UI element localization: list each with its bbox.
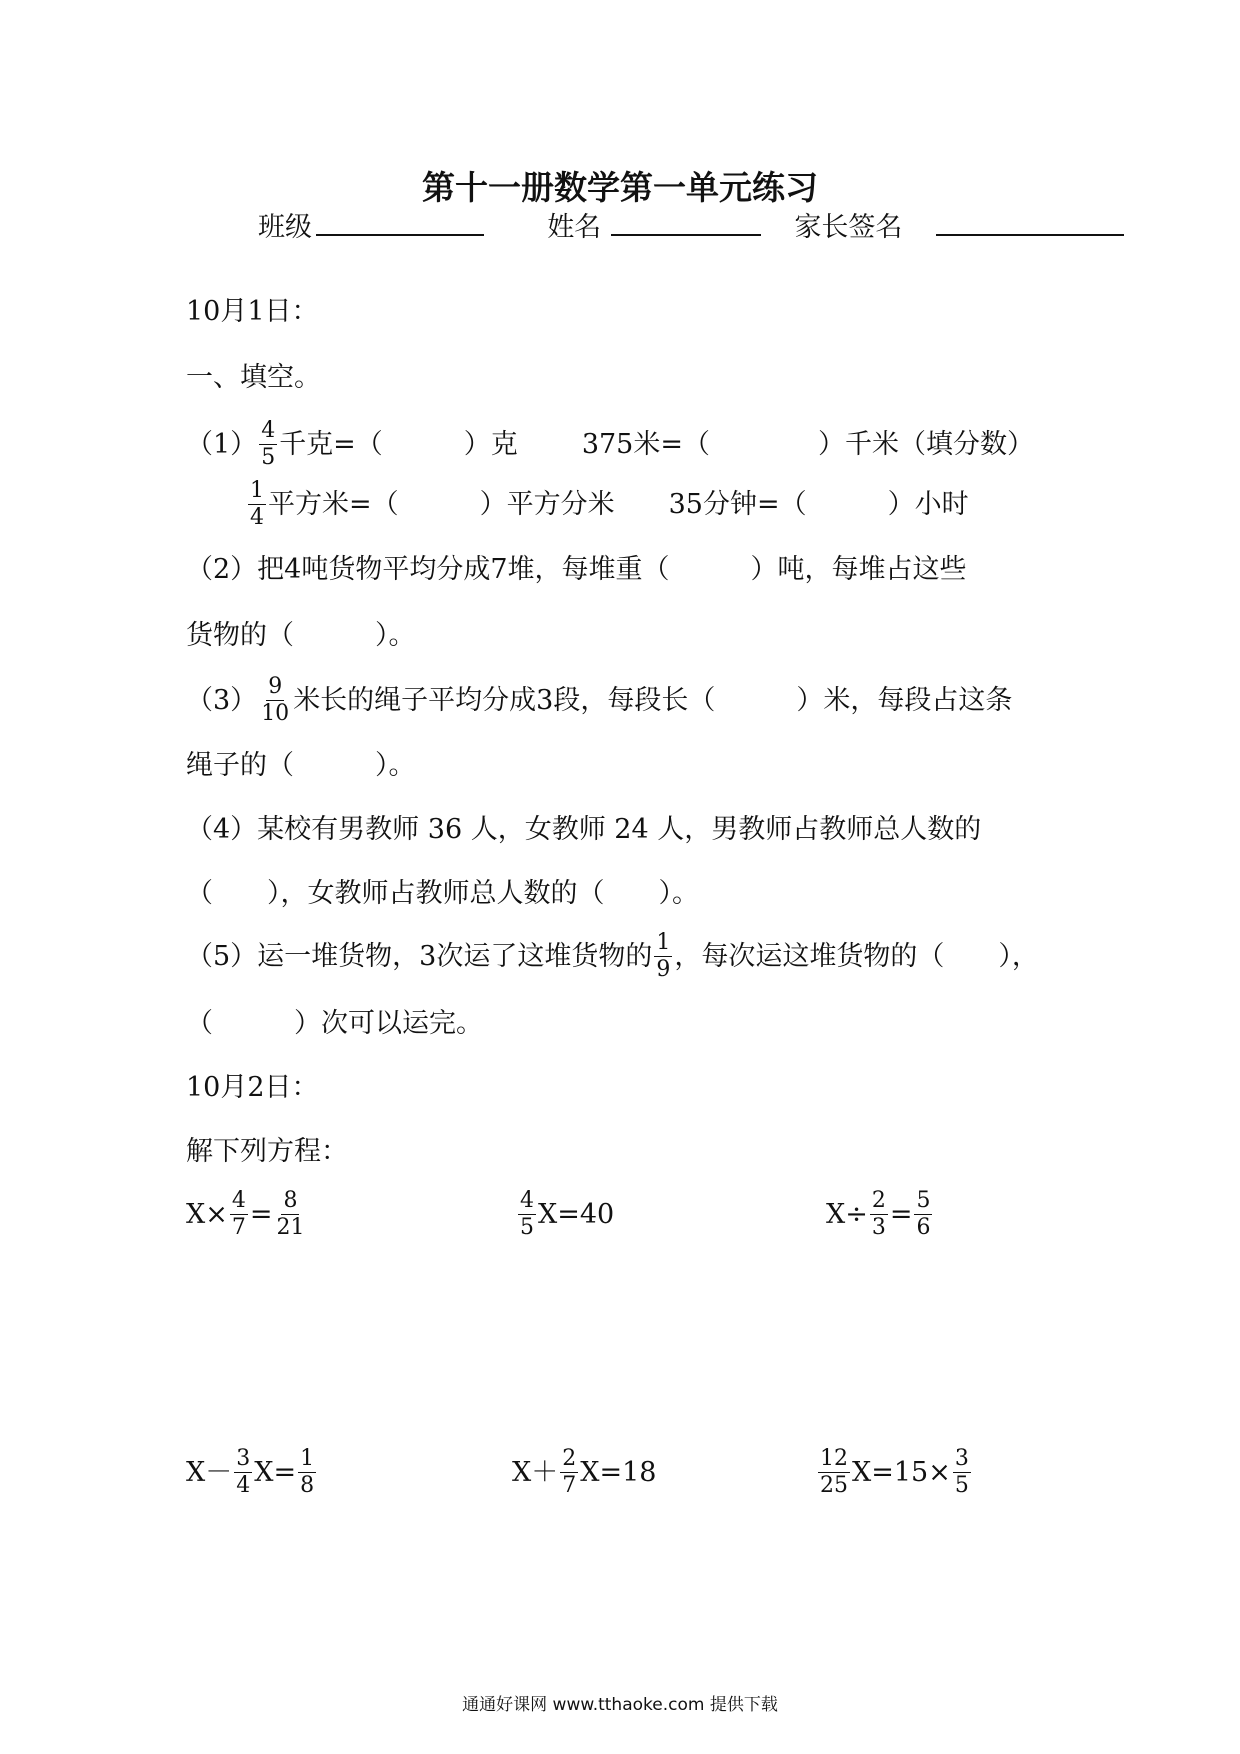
section-fill-blank: 一、填空。 — [186, 362, 321, 393]
parent-signature-blank[interactable] — [936, 210, 1124, 236]
fraction: $\frac{5}{6}$ — [916, 1188, 931, 1240]
fraction: $\frac{2}{7}$ — [562, 1446, 577, 1498]
question-3-line1: （3） $\frac{9}{10}$ 米长的绳子平均分成3段，每段长（ ）米，每段占这条 — [186, 674, 1013, 726]
name-blank[interactable] — [611, 210, 761, 236]
equation-6: $\frac{12}{25}$ X=15× $\frac{3}{5}$ — [820, 1446, 969, 1498]
question-5-line1: （5）运一堆货物，3次运了这堆货物的 $\frac{1}{9}$ ，每次运这堆货物的（ ）， — [186, 930, 1039, 982]
fraction: $\frac{12}{25}$ — [820, 1446, 848, 1498]
fraction: $\frac{9}{10}$ — [261, 674, 290, 726]
equation-3: X÷ $\frac{2}{3}$ = $\frac{5}{6}$ — [826, 1188, 931, 1240]
fraction: $\frac{3}{5}$ — [954, 1446, 969, 1498]
question-4-line2: （ ），女教师占教师总人数的（ ）。 — [186, 878, 699, 909]
fraction: $\frac{2}{3}$ — [871, 1188, 886, 1240]
day1-date: 10月1日： — [186, 296, 319, 327]
question-4-line1: （4）某校有男教师 36 人，女教师 24 人，男教师占教师总人数的 — [186, 814, 982, 845]
class-label: 班级 — [258, 212, 312, 243]
question-1b: $\frac{1}{4}$ 平方米=（ ）平方分米 35分钟=（ ）小时 — [250, 478, 969, 530]
name-label: 姓名 — [547, 212, 602, 243]
fraction: $\frac{8}{21}$ — [276, 1188, 305, 1240]
day2-date: 10月2日： — [186, 1072, 319, 1103]
fraction: $\frac{1}{8}$ — [300, 1446, 315, 1498]
question-5-line2: （ ）次可以运完。 — [186, 1008, 483, 1039]
section-equations: 解下列方程： — [186, 1136, 348, 1167]
footer-credit: 通通好课网 www.tthaoke.com 提供下载 — [462, 1695, 778, 1715]
fraction: $\frac{4}{5}$ — [520, 1188, 534, 1240]
question-3-line2: 绳子的（ ）。 — [186, 750, 416, 781]
fraction: $\frac{1}{9}$ — [656, 930, 671, 982]
header-row — [258, 210, 1124, 241]
page-title: 第十一册数学第一单元练习 — [422, 168, 818, 207]
equation-5: X＋ $\frac{2}{7}$ X=18 — [512, 1446, 657, 1498]
fraction: $\frac{3}{4}$ — [236, 1446, 251, 1498]
fraction: $\frac{4}{7}$ — [231, 1188, 246, 1240]
equation-2: $\frac{4}{5}$ X=40 — [520, 1188, 615, 1240]
fraction: $\frac{4}{5}$ — [261, 418, 276, 470]
fraction: $\frac{1}{4}$ — [250, 478, 264, 530]
parent-signature-label: 家长签名 — [794, 212, 903, 243]
equation-4: X－ $\frac{3}{4}$ X= $\frac{1}{8}$ — [186, 1446, 315, 1498]
question-2-line2: 货物的（ ）。 — [186, 620, 416, 651]
class-blank[interactable] — [316, 210, 484, 236]
equation-1: X× $\frac{4}{7}$ = $\frac{8}{21}$ — [186, 1188, 305, 1240]
question-2-line1: （2）把4吨货物平均分成7堆，每堆重（ ）吨，每堆占这些 — [186, 554, 967, 585]
question-1a: （1） $\frac{4}{5}$ 千克=（ ）克 375米=（ ）千米（填分数） — [186, 418, 1034, 470]
